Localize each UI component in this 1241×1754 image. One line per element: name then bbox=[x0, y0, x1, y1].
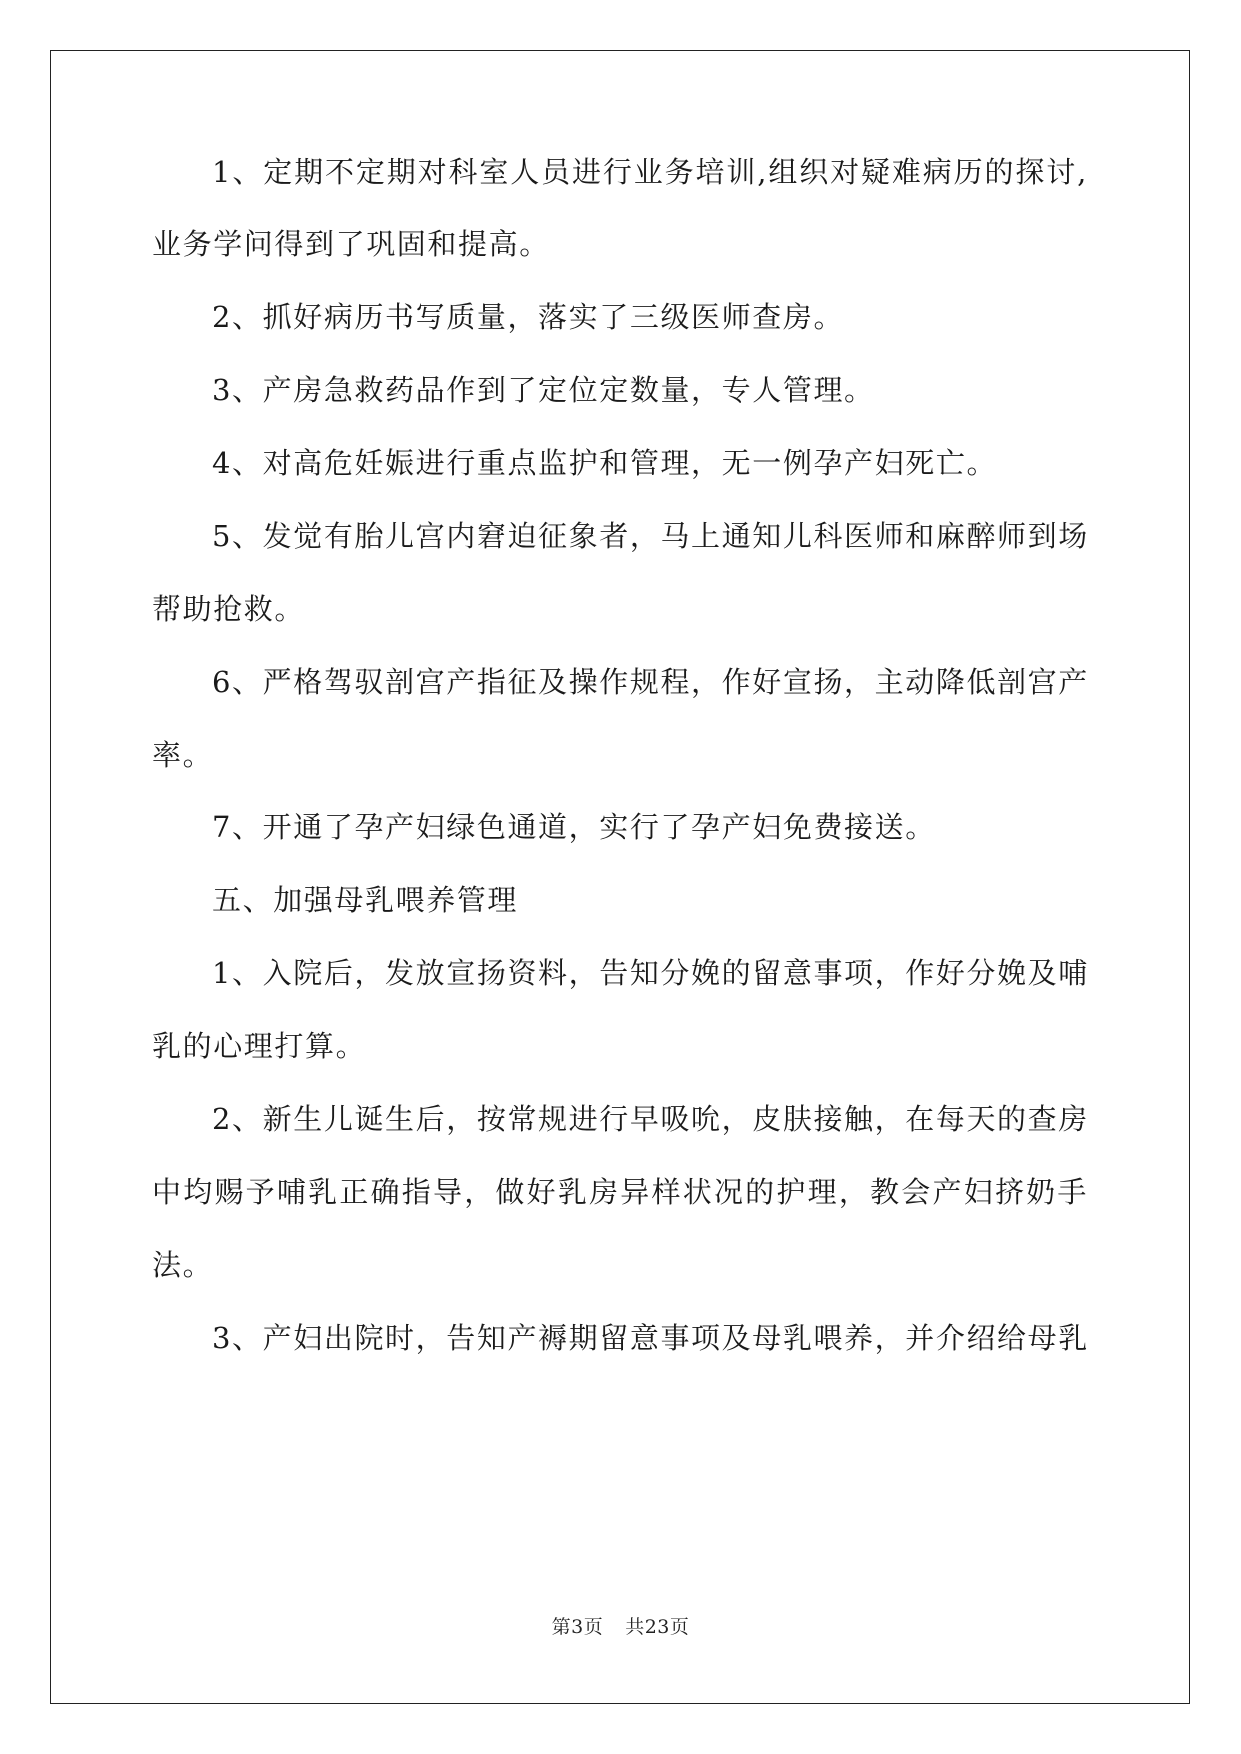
text-line: 中均赐予哺乳正确指导，做好乳房异样状况的护理，教会产妇挤奶手 bbox=[152, 1175, 1088, 1209]
text-line: 业务学问得到了巩固和提高。 bbox=[152, 227, 550, 261]
text-line: 乳的心理打算。 bbox=[152, 1029, 367, 1063]
text-line: 3、产妇出院时，告知产褥期留意事项及母乳喂养，并介绍给母乳 bbox=[212, 1321, 1089, 1355]
text-line: 4、对高危妊娠进行重点监护和管理，无一例孕产妇死亡。 bbox=[212, 446, 998, 480]
text-line: 法。 bbox=[152, 1248, 214, 1282]
page-total: 共23页 bbox=[625, 1616, 690, 1638]
text-line: 帮助抢救。 bbox=[152, 592, 306, 626]
page-footer bbox=[0, 1612, 1241, 1639]
section-heading: 五、加强母乳喂养管理 bbox=[212, 883, 519, 917]
text-line: 率。 bbox=[152, 738, 214, 772]
text-line: 5、发觉有胎儿宫内窘迫征象者，马上通知儿科医师和麻醉师到场 bbox=[212, 519, 1089, 553]
text-line: 6、严格驾驭剖宫产指征及操作规程，作好宣扬，主动降低剖宫产 bbox=[212, 665, 1089, 699]
text-line: 1、入院后，发放宣扬资料，告知分娩的留意事项，作好分娩及哺 bbox=[212, 956, 1089, 990]
text-line: 3、产房急救药品作到了定位定数量，专人管理。 bbox=[212, 373, 875, 407]
text-line: 2、抓好病历书写质量，落实了三级医师查房。 bbox=[212, 300, 845, 334]
text-line: 1、定期不定期对科室人员进行业务培训,组织对疑难病历的探讨, bbox=[212, 155, 1088, 189]
page-number: 第3页 bbox=[551, 1616, 604, 1638]
text-line: 7、开通了孕产妇绿色通道，实行了孕产妇免费接送。 bbox=[212, 810, 936, 844]
text-line: 2、新生儿诞生后，按常规进行早吸吮，皮肤接触，在每天的查房 bbox=[212, 1102, 1089, 1136]
page-border bbox=[50, 50, 1190, 1704]
